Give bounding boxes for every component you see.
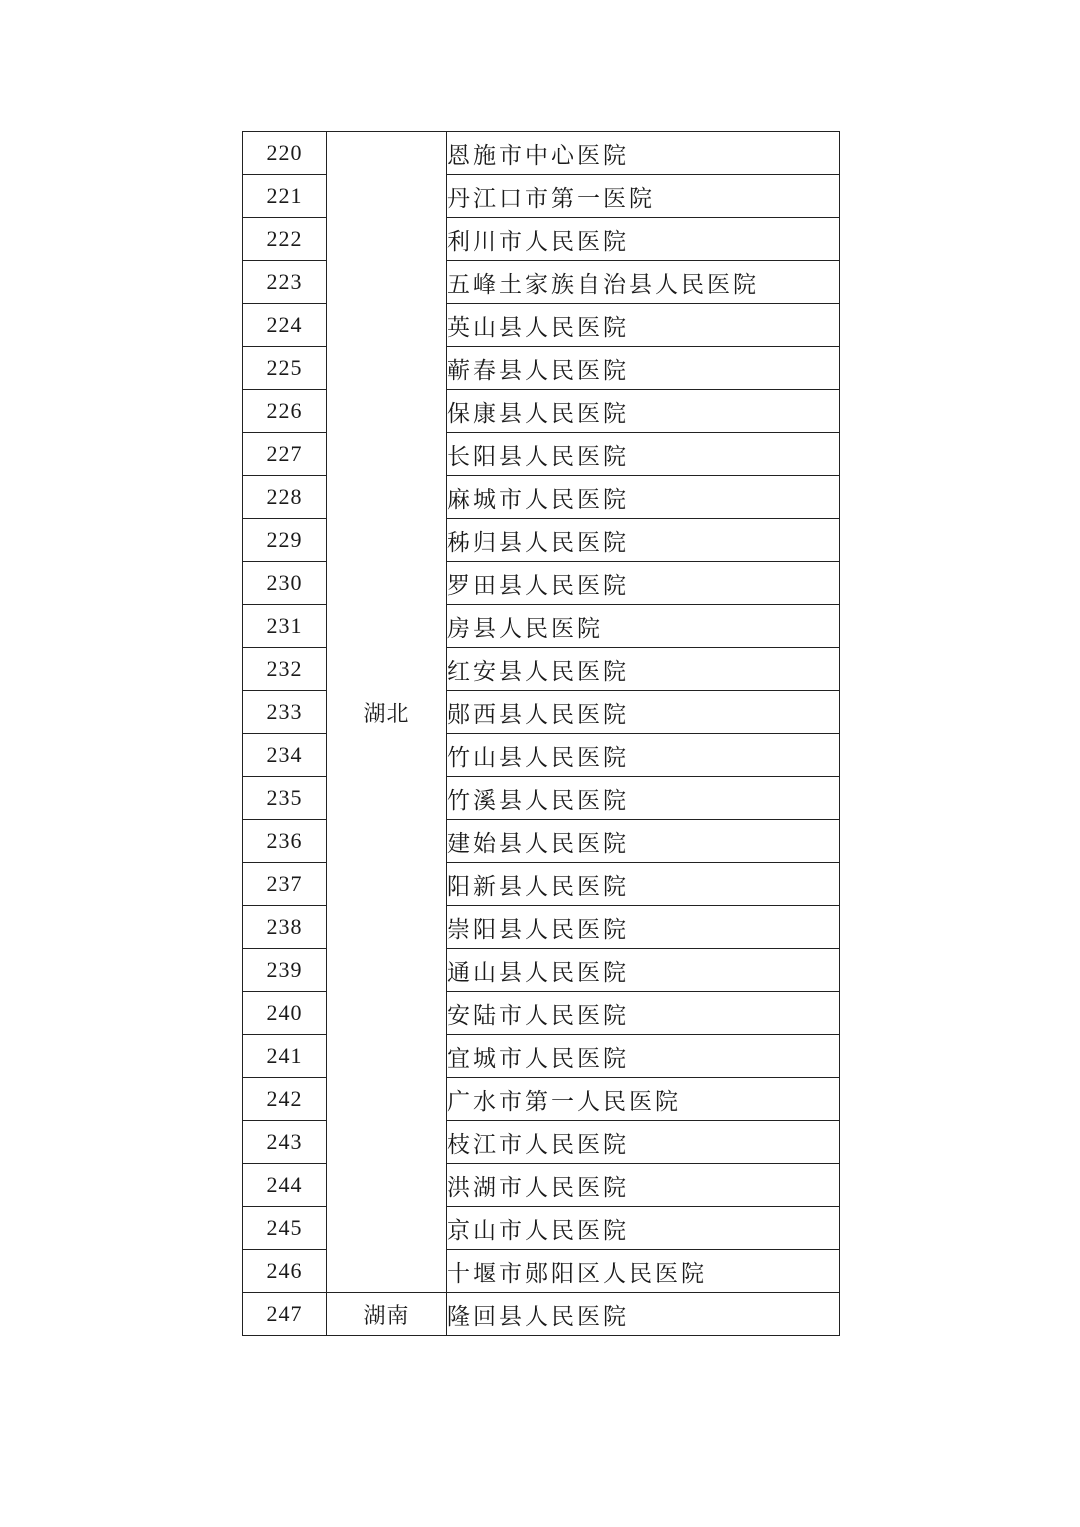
row-number: 233 [243,691,327,734]
province-cell-hunan: 湖南 [327,1293,447,1336]
row-number: 238 [243,906,327,949]
row-number: 224 [243,304,327,347]
hospital-name: 房县人民医院 [447,605,840,648]
hospital-name: 通山县人民医院 [447,949,840,992]
hospital-name: 恩施市中心医院 [447,132,840,175]
hospital-name: 竹溪县人民医院 [447,777,840,820]
row-number: 221 [243,175,327,218]
table-row [243,132,840,175]
row-number: 225 [243,347,327,390]
hospital-name: 京山市人民医院 [447,1207,840,1250]
table-row [243,1293,840,1336]
hospital-table [242,131,840,1336]
row-number: 234 [243,734,327,777]
row-number: 235 [243,777,327,820]
hospital-name: 麻城市人民医院 [447,476,840,519]
row-number: 220 [243,132,327,175]
hospital-name: 洪湖市人民医院 [447,1164,840,1207]
hospital-name: 竹山县人民医院 [447,734,840,777]
hospital-name: 安陆市人民医院 [447,992,840,1035]
hospital-name: 建始县人民医院 [447,820,840,863]
row-number: 241 [243,1035,327,1078]
hospital-name: 崇阳县人民医院 [447,906,840,949]
hospital-name: 英山县人民医院 [447,304,840,347]
hospital-name: 长阳县人民医院 [447,433,840,476]
row-number: 230 [243,562,327,605]
row-number: 247 [243,1293,327,1336]
row-number: 229 [243,519,327,562]
row-number: 237 [243,863,327,906]
row-number: 244 [243,1164,327,1207]
row-number: 226 [243,390,327,433]
hospital-name: 五峰土家族自治县人民医院 [447,261,840,304]
hospital-name: 利川市人民医院 [447,218,840,261]
hospital-name: 秭归县人民医院 [447,519,840,562]
hospital-name: 广水市第一人民医院 [447,1078,840,1121]
row-number: 242 [243,1078,327,1121]
row-number: 236 [243,820,327,863]
row-number: 246 [243,1250,327,1293]
row-number: 232 [243,648,327,691]
row-number: 239 [243,949,327,992]
hospital-name: 红安县人民医院 [447,648,840,691]
hospital-name: 枝江市人民医院 [447,1121,840,1164]
row-number: 227 [243,433,327,476]
hospital-name: 十堰市郧阳区人民医院 [447,1250,840,1293]
hospital-name: 丹江口市第一医院 [447,175,840,218]
row-number: 223 [243,261,327,304]
province-cell-hubei: 湖北 [327,132,447,1293]
hospital-name: 蕲春县人民医院 [447,347,840,390]
row-number: 240 [243,992,327,1035]
hospital-name: 宜城市人民医院 [447,1035,840,1078]
row-number: 231 [243,605,327,648]
hospital-name: 阳新县人民医院 [447,863,840,906]
row-number: 222 [243,218,327,261]
hospital-name: 隆回县人民医院 [447,1293,840,1336]
row-number: 243 [243,1121,327,1164]
hospital-name: 罗田县人民医院 [447,562,840,605]
row-number: 228 [243,476,327,519]
row-number: 245 [243,1207,327,1250]
hospital-name: 保康县人民医院 [447,390,840,433]
hospital-name: 郧西县人民医院 [447,691,840,734]
table-body [243,132,840,1336]
